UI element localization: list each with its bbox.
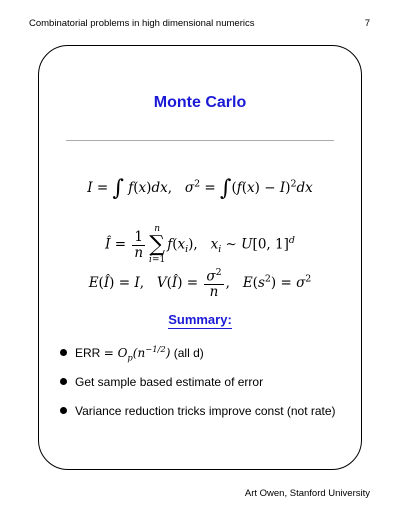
summary-heading <box>0 312 400 327</box>
equation-moments: E(Î) = I, V(Î) = $\frac{\sigma^2}{n}$ , $E(s^2) = \sigma^2$ <box>88 267 312 300</box>
title-divider <box>66 140 334 141</box>
equation-estimator: Î = $\frac{1}{n}$ n ∑ i=1 $f(x_i)$, $x_i$ ∼ U[0, 1]$^d$ <box>105 224 295 265</box>
bullet-prefix: ERR <box>75 346 101 360</box>
equation-definitions: I = ∫ f(x)dx, $\sigma^2 = \int(f(x) - I)^2dx$ <box>87 176 313 201</box>
bullet-dot-icon <box>60 349 67 356</box>
summary-heading-text: Summary: <box>168 312 232 327</box>
bullet-text: Variance reduction tricks improve const (not rate) <box>75 404 336 418</box>
bullet-dot-icon <box>60 407 67 414</box>
author-footer: Art Owen, Stanford University <box>244 488 370 499</box>
bullet-suffix: (all d) <box>173 346 204 360</box>
bullet-dot-icon <box>60 378 67 385</box>
bullet-math: = $O_p(n^{-1/2})$ <box>103 344 171 363</box>
page-number: 7 <box>364 18 370 29</box>
bullet-sample-estimate <box>60 375 263 389</box>
running-title: Combinatorial problems in high dimensional numerics <box>29 18 255 29</box>
bullet-variance-reduction <box>60 404 336 418</box>
bullet-error-rate <box>60 344 204 362</box>
slide-title: Monte Carlo <box>153 94 247 111</box>
bullet-text: Get sample based estimate of error <box>75 375 264 389</box>
